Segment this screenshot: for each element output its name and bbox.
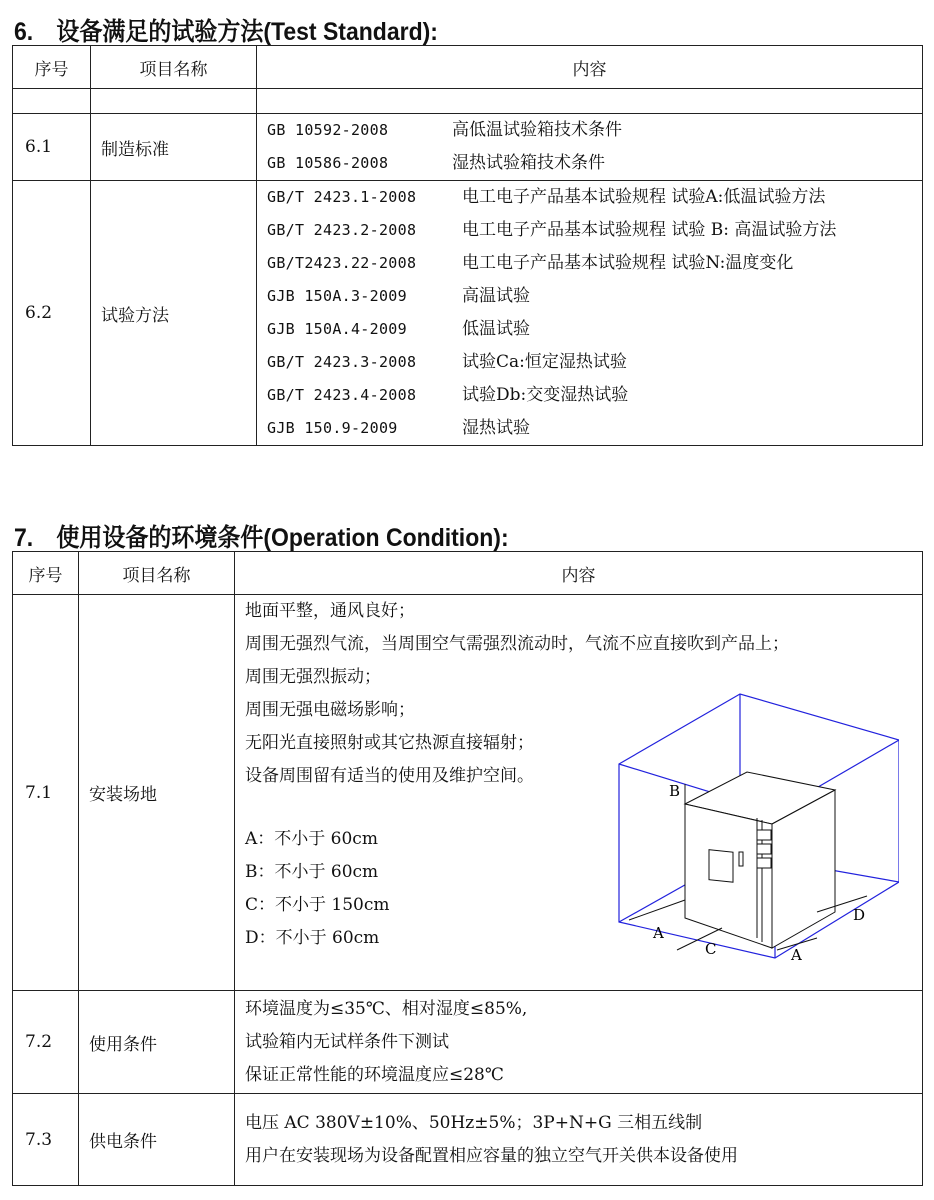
table-header-row — [13, 46, 923, 89]
row-item-name: 使用条件 — [79, 991, 235, 1094]
table-row-6-2 — [13, 181, 923, 446]
standard-code: GB/T 2423.2-2008 — [267, 221, 417, 239]
row-content — [235, 991, 923, 1094]
standard-code: GB 10586-2008 — [267, 154, 389, 172]
header-serial: 序号 — [13, 46, 91, 89]
header-content: 内容 — [257, 46, 923, 89]
standard-line — [257, 346, 922, 379]
standard-code: GJB 150.9-2009 — [267, 419, 398, 437]
standard-line — [257, 412, 922, 445]
row-serial: 7.1 — [13, 595, 79, 991]
row-serial: 6.1 — [13, 114, 91, 181]
standard-desc: 高低温试验箱技术条件 — [452, 120, 622, 140]
standard-desc: 电工电子产品基本试验规程 试验N:温度变化 — [462, 253, 794, 273]
standard-code: GJB 150A.3-2009 — [267, 287, 407, 305]
row-content — [257, 114, 923, 181]
standard-code: GB/T2423.22-2008 — [267, 254, 417, 272]
row-serial: 7.2 — [13, 991, 79, 1094]
standard-line — [257, 147, 922, 180]
standard-line — [257, 214, 922, 247]
clearance-spec: A：不小于 60cm — [245, 829, 378, 849]
label-a-left: A — [653, 924, 664, 942]
section-7-title — [14, 518, 509, 554]
section-6-title — [14, 12, 438, 48]
site-requirement: 地面平整，通风良好； — [245, 601, 415, 621]
label-d: D — [853, 906, 866, 924]
row-content — [257, 181, 923, 446]
site-requirement: 周围无强烈气流，当周围空气需强烈流动时，气流不应直接吹到产品上； — [245, 634, 789, 654]
standard-desc: 低温试验 — [462, 319, 530, 339]
spacer-row — [13, 89, 923, 114]
standard-code: GJB 150A.4-2009 — [267, 320, 407, 338]
row-item-name: 安装场地 — [79, 595, 235, 991]
standard-line — [257, 379, 922, 412]
site-requirement: 周围无强烈振动； — [245, 667, 381, 687]
table-row-7-2 — [13, 991, 923, 1094]
label-a-right: A — [791, 946, 802, 964]
section-7-number: 7. — [14, 524, 34, 552]
header-content: 内容 — [235, 552, 923, 595]
row-serial: 6.2 — [13, 181, 91, 446]
section-7-heading: 使用设备的环境条件(Operation Condition): — [56, 524, 509, 552]
standard-desc: 试验Db:交变湿热试验 — [462, 385, 629, 405]
standard-code: GB/T 2423.1-2008 — [267, 188, 417, 206]
standard-desc: 湿热试验 — [462, 418, 530, 438]
standard-line — [257, 114, 922, 147]
label-b: B — [669, 782, 681, 800]
clearance-spec: C：不小于 150cm — [245, 895, 390, 915]
standard-code: GB/T 2423.3-2008 — [267, 353, 417, 371]
header-item-name: 项目名称 — [79, 552, 235, 595]
label-c: C — [705, 940, 717, 958]
standard-desc: 湿热试验箱技术条件 — [452, 153, 605, 173]
usage-condition: 保证正常性能的环境温度应≤28℃ — [245, 1064, 504, 1085]
table-header-row — [13, 552, 923, 595]
standard-code: GB 10592-2008 — [267, 121, 389, 139]
site-requirement: 设备周围留有适当的使用及维护空间。 — [245, 766, 534, 786]
test-standard-table — [12, 45, 923, 446]
header-serial: 序号 — [13, 552, 79, 595]
standard-line — [257, 181, 922, 214]
table-row-6-1 — [13, 114, 923, 181]
standard-line — [257, 247, 922, 280]
header-item-name: 项目名称 — [91, 46, 257, 89]
standard-desc: 电工电子产品基本试验规程 试验A:低温试验方法 — [462, 187, 826, 207]
clearance-spec: D：不小于 60cm — [245, 928, 380, 948]
test-chamber — [685, 772, 835, 948]
usage-condition: 环境温度为≤35℃、相对湿度≤85%, — [245, 998, 528, 1019]
standard-line — [257, 280, 922, 313]
power-condition: 用户在安装现场为设备配置相应容量的独立空气开关供本设备使用 — [245, 1145, 738, 1166]
clearance-spec: B：不小于 60cm — [245, 862, 379, 882]
usage-condition: 试验箱内无试样条件下测试 — [245, 1031, 449, 1052]
standard-desc: 高温试验 — [462, 286, 530, 306]
power-condition: 电压 AC 380V±10%、50Hz±5%；3P+N+G 三相五线制 — [245, 1112, 703, 1133]
table-row-7-3 — [13, 1094, 923, 1186]
row-item-name: 供电条件 — [79, 1094, 235, 1186]
section-6-heading: 设备满足的试验方法(Test Standard): — [56, 18, 438, 46]
row-serial: 7.3 — [13, 1094, 79, 1186]
standard-code: GB/T 2423.4-2008 — [267, 386, 417, 404]
site-requirement: 周围无强电磁场影响； — [245, 700, 415, 720]
site-requirement: 无阳光直接照射或其它热源直接辐射； — [245, 733, 534, 753]
standard-line — [257, 313, 922, 346]
standard-desc: 试验Ca:恒定湿热试验 — [462, 352, 627, 372]
row-item-name: 试验方法 — [91, 181, 257, 446]
row-content — [235, 1094, 923, 1186]
section-6-number: 6. — [14, 18, 34, 46]
row-item-name: 制造标准 — [91, 114, 257, 181]
installation-clearance-diagram — [617, 692, 899, 982]
standard-desc: 电工电子产品基本试验规程 试验 B: 高温试验方法 — [462, 220, 837, 240]
